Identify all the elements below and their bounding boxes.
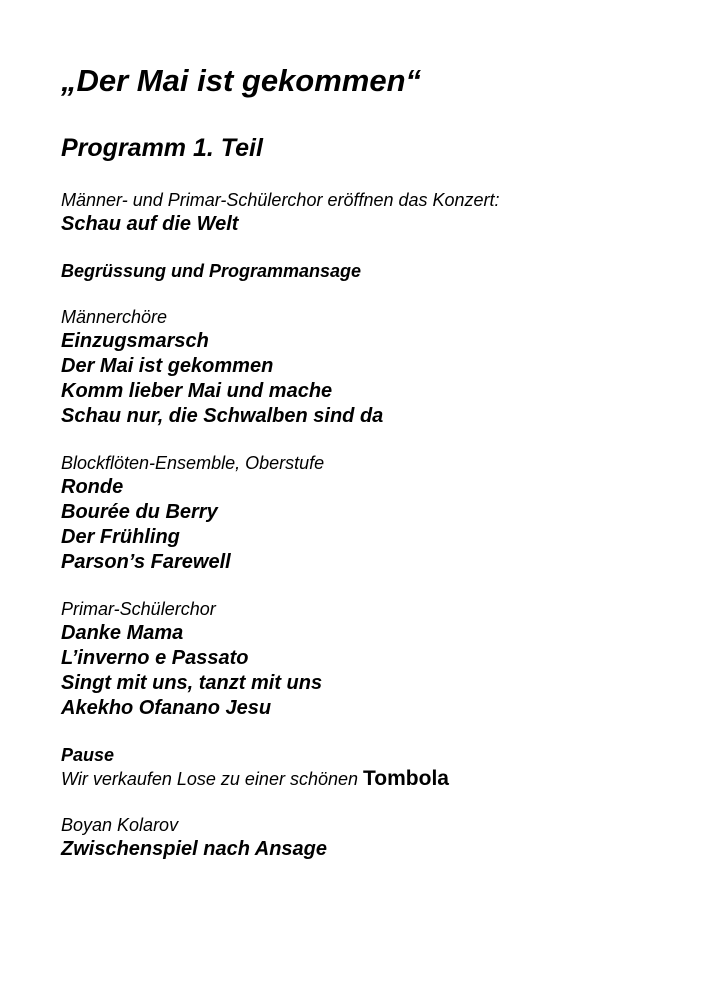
tombola-note	[61, 767, 691, 791]
program-item: Parson’s Farewell	[61, 551, 231, 573]
section-intro: Blockflöten-Ensemble, Oberstufe	[61, 453, 325, 473]
program-item: Zwischenspiel nach Ansage	[61, 838, 328, 860]
section-pause	[61, 743, 691, 791]
section-interlude	[61, 813, 691, 862]
program-item: Komm lieber Mai und mache	[61, 380, 333, 402]
section-intro: Primar-Schülerchor	[61, 599, 216, 619]
program-item: Einzugsmarsch	[61, 330, 209, 352]
section-intro: Männerchöre	[61, 307, 168, 327]
tombola-highlight: Tombola	[363, 767, 449, 790]
program-page	[61, 62, 691, 862]
program-subtitle: Programm 1. Teil	[61, 134, 263, 162]
program-item: Ronde	[61, 476, 124, 498]
section-primary-choir	[61, 597, 691, 721]
section-mens-choirs	[61, 305, 691, 429]
document-title: „Der Mai ist gekommen“	[61, 63, 422, 98]
program-item: Bourée du Berry	[61, 501, 218, 523]
program-item: Der Frühling	[61, 526, 180, 548]
program-item: Schau nur, die Schwalben sind da	[61, 405, 384, 427]
program-item: Schau auf die Welt	[61, 213, 239, 235]
program-item: Singt mit uns, tanzt mit uns	[61, 672, 323, 694]
program-item: Pause	[61, 745, 115, 765]
section-opening	[61, 188, 691, 237]
section-intro: Boyan Kolarov	[61, 815, 179, 835]
program-item: Begrüssung und Programmansage	[61, 261, 362, 281]
tombola-note-text: Wir verkaufen Lose zu einer schönen	[61, 769, 364, 789]
section-recorder-ensemble	[61, 451, 691, 575]
program-item: Der Mai ist gekommen	[61, 355, 274, 377]
section-greeting	[61, 259, 691, 283]
program-item: Akekho Ofanano Jesu	[61, 697, 272, 719]
program-item: L’inverno e Passato	[61, 647, 249, 669]
section-intro: Männer- und Primar-Schülerchor eröffnen das Konzert:	[61, 190, 500, 210]
program-item: Danke Mama	[61, 622, 184, 644]
